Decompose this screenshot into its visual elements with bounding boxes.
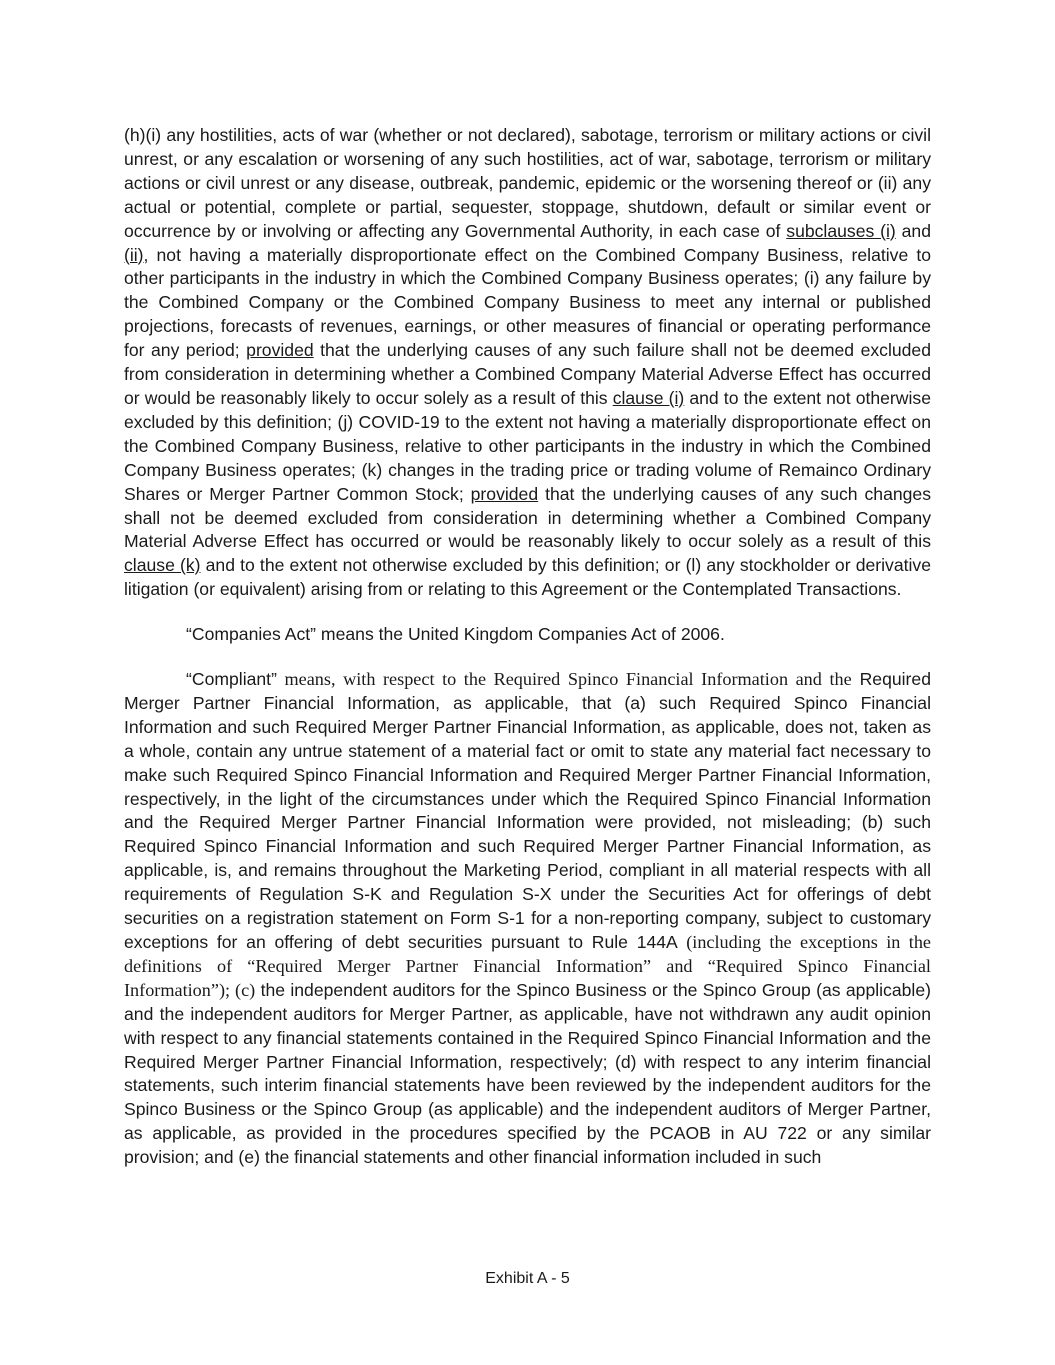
underlined-reference: provided bbox=[470, 483, 539, 504]
text-run: means, with respect to the Required Spinco Financial Information and the bbox=[276, 669, 852, 690]
defined-term: “Compliant” bbox=[186, 669, 277, 690]
paragraph-material-adverse-effect-exclusions bbox=[124, 124, 931, 602]
underlined-reference: (ii) bbox=[124, 244, 144, 265]
document-page bbox=[124, 124, 931, 1170]
text-run: (h)(i) any hostilities, acts of war (whether or not declared), sabotage, terrorism or military actions or civil unrest, or any escalation or worsening of any such hostilities, act of war, sabotage, terrorism or military actions or civil unrest or any disease, outbreak, pandemic, epidemic or the worsening thereof or (ii) any actual or potential, complete or partial, sequester, stoppage, shutdown, default or similar event or occurrence by or involving or affecting any Governmental Authority, in each case of bbox=[124, 125, 931, 241]
text-run: (including the exceptions in the definitions of “Required Merger Partner Financial Information” and “Required Spinco Financial Information”); (c) bbox=[124, 932, 931, 1000]
page-footer: Exhibit A - 5 bbox=[485, 1270, 570, 1287]
text-run: and bbox=[895, 220, 931, 241]
underlined-reference: clause (k) bbox=[124, 555, 201, 576]
underlined-reference: subclauses (i) bbox=[786, 220, 896, 241]
text-run: the independent auditors for the Spinco Business or the Spinco Group (as applicable) and the independent auditors for Merger Partner, as applicable, have not withdrawn any audit opinion with respect to any financial statements contained in the Required Spinco Financial Information and the Required Merger Partner Financial Information, respectively; (d) with respect to any interim financial statements, such interim financial statements have been reviewed by the independent auditors for the Spinco Business or the Spinco Group (as applicable) and the independent auditors of Merger Partner, as applicable, as provided in the procedures specified by the PCAOB in AU 722 or any similar provision; and (e) the financial statements and other financial information included in such bbox=[124, 979, 931, 1168]
text-run: , not having a materially disproportionate effect on the Combined Company Business, relative to other participants in the industry in which the Combined Company Business operates; (i) any failure by the Combined Company or the Combined Company Business to meet any internal or published projections, forecasts of revenues, earnings, or other measures of financial or operating performance for any period; bbox=[124, 244, 931, 361]
text-run: and to the extent not otherwise excluded by this definition; (j) COVID-19 to the extent not having a materially disproportionate effect on the Combined Company Business, relative to other participants in the industry in which the Combined Company Business operates; (k) changes in the trading price or trading volume of Remainco Ordinary Shares or Merger Partner Common Stock; bbox=[124, 387, 931, 504]
text-run: that the underlying causes of any such changes shall not be deemed excluded from consideration in determining whether a Combined Company Material Adverse Effect has occurred or would be reasonably likely to occur solely as a result of this bbox=[124, 483, 932, 552]
text-run: that the underlying causes of any such failure shall not be deemed excluded from consideration in determining whether a Combined Company Material Adverse Effect has occurred or would be reasonably likely to occur solely as a result of this bbox=[124, 340, 932, 408]
paragraph-companies-act-definition: “Companies Act” means the United Kingdom Companies Act of 2006. bbox=[186, 624, 725, 645]
underlined-reference: clause (i) bbox=[612, 387, 685, 408]
underlined-reference: provided bbox=[246, 340, 314, 361]
text-run: Required Merger Partner Financial Information, as applicable, that (a) such Required Spinco Financial Information and such Required Merger Partner Financial Information, as applicable, does not, taken as a whole, contain any untrue statement of a material fact or omit to state any material fact necessary to make such Required Spinco Financial Information and Required Merger Partner Financial Information, respectively, in the light of the circumstances under which the Required Spinco Financial Information and the Required Merger Partner Financial Information were provided, not misleading; (b) such Required Spinco Financial Information and such Required Merger Partner Financial Information, as applicable, is, and remains throughout the Marketing Period, compliant in all material respects with all requirements of Regulation S-K and Regulation S-X under the Securities Act for offerings of debt securities on a registration statement on Form S-1 for a non-reporting company, subject to customary exceptions for an offering of debt securities pursuant to Rule 144A bbox=[124, 669, 931, 952]
text-run: and to the extent not otherwise excluded by this definition; or (l) any stockholder or derivative litigation (or equivalent) arising from or relating to this Agreement or the Contemplated Transactions. bbox=[124, 555, 931, 600]
paragraph-compliant-definition bbox=[124, 668, 931, 1170]
